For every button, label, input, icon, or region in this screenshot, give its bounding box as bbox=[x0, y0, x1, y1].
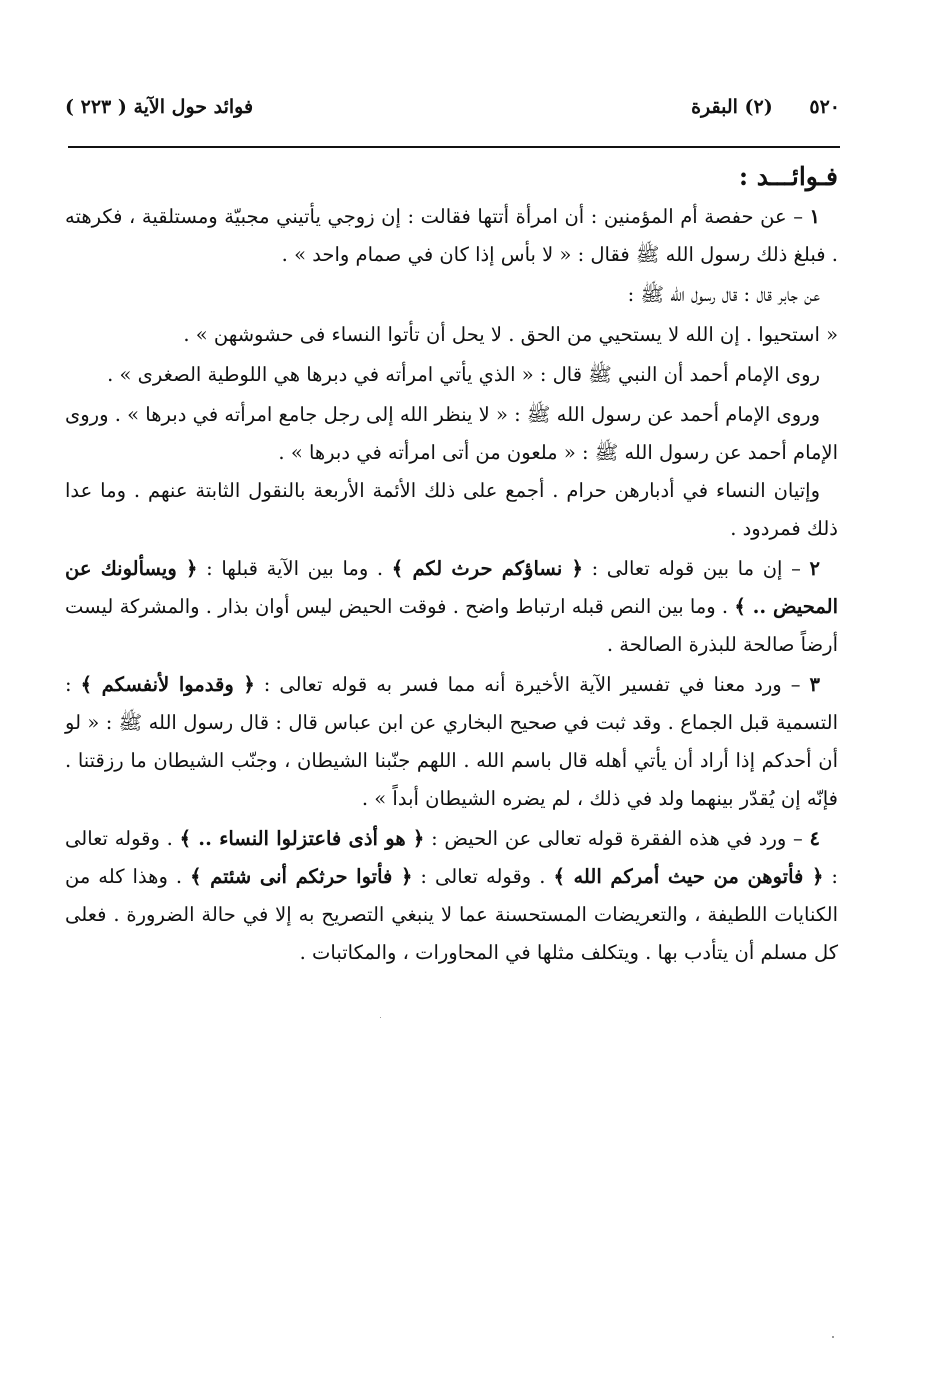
paragraph-text: . وهذا كله من الكنايات اللطيفة ، والتعريضات المستحسنة عما لا ينبغي التصريح به إلا في حالة الضرورة . فعلى كل مسلم أن يتأدب بها . ويتكلف مثلها في المحاورات ، والمكاتبات . bbox=[65, 865, 838, 964]
item-number: ٤ bbox=[809, 827, 820, 850]
paragraph-text: – إن ما بين قوله تعالى : bbox=[582, 557, 810, 580]
paragraph-text: . وما بين الآية قبلها : bbox=[197, 557, 392, 580]
paragraph-text: . وقوله تعالى : bbox=[412, 865, 554, 888]
scan-speck bbox=[832, 1336, 834, 1338]
quran-quote: ﴿ نساؤكم حرث لكم ﴾ bbox=[391, 557, 583, 580]
paragraph-6: وإتيان النساء في أدبارهن حرام . أجمع على ذلك الأئمة الأربعة بالنقول الثابتة عنهم . وما عدا ذلك فمردود . bbox=[65, 479, 838, 540]
running-header bbox=[65, 92, 840, 132]
quran-quote: ﴿ ويسألونك عن المحيض .. ﴾ bbox=[65, 557, 838, 618]
scan-speck bbox=[380, 1017, 381, 1018]
paragraph-2: عن جابر قال : قال رسول الله ﷺ : bbox=[627, 283, 820, 306]
quran-quote: ﴿ فأتوهن من حيث أمركم الله ﴾ bbox=[553, 865, 824, 888]
paragraph-3: « استحيوا . إن الله لا يستحيي من الحق . لا يحل أن تأتوا النساء فى حشوشهن » . bbox=[183, 323, 838, 346]
item-number: ٣ bbox=[809, 673, 821, 696]
paragraph-4: روى الإمام أحمد أن النبي ﷺ قال : « الذي يأتي امرأته في دبرها هي اللوطية الصغرى » . bbox=[107, 363, 820, 386]
section-heading: فـوائـــد : bbox=[738, 162, 838, 191]
paragraph-7 bbox=[65, 550, 838, 664]
paragraph-9 bbox=[65, 820, 838, 972]
paragraph-text: : التسمية قبل الجماع . وقد ثبت في صحيح البخاري عن ابن عباس قال : قال رسول الله ﷺ : « لو أن أحدكم إذا أراد أن يأتي أهله قال باسم الله . اللهم جنّبنا الشيطان ، وجنّب الشيطان ما رزقتنا . فإنّه إن يُقدّر بينهما ولد في ذلك ، لم يضره الشيطان أبداً » . bbox=[65, 673, 838, 810]
page-number: ٥٢٠ bbox=[809, 96, 840, 118]
quran-quote: ﴿ وقدموا لأنفسكم ﴾ bbox=[80, 673, 255, 696]
page-body bbox=[65, 158, 838, 974]
paragraph-text: – عن حفصة أم المؤمنين : أن امرأة أتتها فقالت : إن زوجي يأتيني مجبيّة ومستلقية ، فكرهته . فبلغ ذلك رسول الله ﷺ فقال : « لا بأس إذا كان في صمام واحد » . bbox=[65, 205, 838, 266]
quran-quote: ﴿ فأتوا حرثكم أنى شئتم ﴾ bbox=[190, 865, 413, 888]
section-title: فوائد حول الآية ( ٢٢٣ ) bbox=[65, 96, 254, 118]
quran-quote: ﴿ هو أذى فاعتزلوا النساء .. ﴾ bbox=[179, 827, 425, 850]
paragraph-1 bbox=[65, 198, 838, 274]
paragraph-text: – ورد معنا في تفسير الآية الأخيرة أنه مما فسر به قوله تعالى : bbox=[254, 673, 810, 696]
paragraph-5: وروى الإمام أحمد عن رسول الله ﷺ : « لا ينظر الله إلى رجل جامع امرأته في دبرها » . وروى الإمام أحمد عن رسول الله ﷺ : « ملعون من أتى امرأته في دبرها » . bbox=[65, 403, 838, 464]
header-right bbox=[691, 96, 840, 118]
paragraph-text: . وما بين النص قبله ارتباط واضح . فوقت الحيض ليس أوان بذار . والمشركة ليست أرضاً صالحة للبذرة الصالحة . bbox=[65, 595, 838, 656]
surah-name: (٢) البقرة bbox=[691, 96, 773, 118]
paragraph-text: – ورد في هذه الفقرة قوله تعالى عن الحيض : bbox=[424, 827, 810, 850]
item-number: ٢ bbox=[809, 557, 820, 580]
item-number: ١ bbox=[809, 205, 820, 228]
paragraph-text: . وقوله تعالى : bbox=[65, 827, 838, 888]
paragraph-8 bbox=[65, 666, 838, 818]
header-divider bbox=[68, 146, 840, 148]
